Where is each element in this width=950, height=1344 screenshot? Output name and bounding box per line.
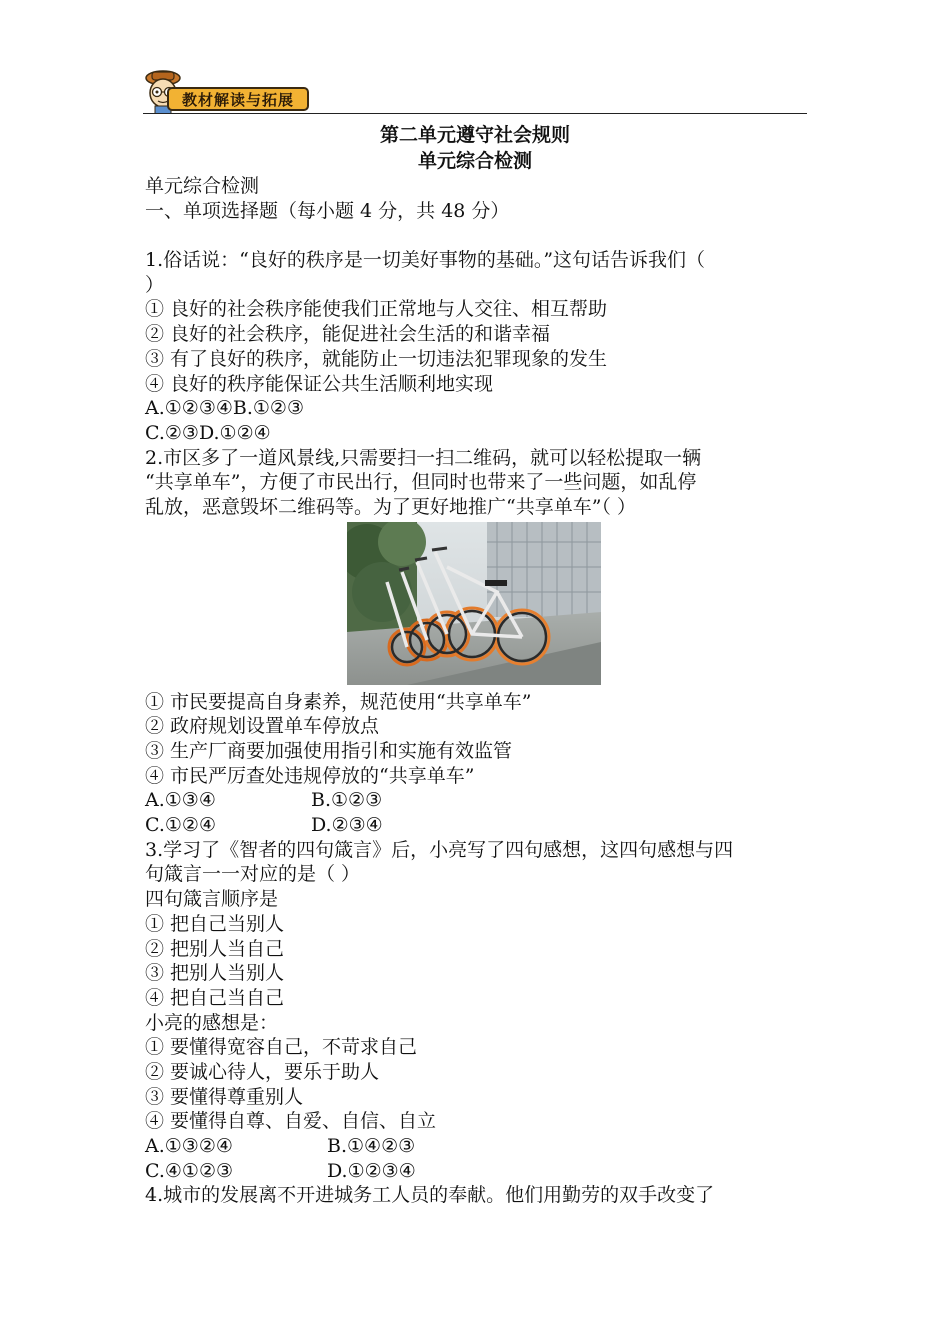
motto-item: ④ 把自己当自己 bbox=[145, 986, 285, 1009]
section-name: 单元综合检测 bbox=[145, 175, 260, 197]
page-title: 第二单元遵守社会规则 bbox=[379, 124, 570, 146]
question-stem: 句箴言一一对应的是（ ） bbox=[145, 863, 361, 886]
statement-item: ② 良好的社会秩序，能促进社会生活的和谐幸福 bbox=[145, 323, 551, 346]
answer-options bbox=[145, 1134, 809, 1159]
document-body bbox=[145, 174, 809, 1208]
question-stem: 2.市区多了一道风景线,只需要扫一扫二维码，就可以轻松提取一辆 bbox=[145, 446, 702, 469]
question-stem: 1.俗话说：“良好的秩序是一切美好事物的基础。”这句话告诉我们（ bbox=[145, 249, 706, 272]
question-stem: ） bbox=[145, 273, 165, 296]
statement-item: ④ 良好的秩序能保证公共生活顺利地实现 bbox=[145, 372, 494, 395]
option-b: B.①②③ bbox=[311, 789, 383, 812]
option-c: C.①②④ bbox=[145, 814, 216, 837]
answer-options bbox=[145, 813, 809, 838]
question-stem: 乱放，恶意毁坏二维码等。为了更好地推广“共享单车”（ ） bbox=[145, 495, 636, 518]
question-4 bbox=[145, 1183, 809, 1208]
motto-item: ③ 把别人当别人 bbox=[145, 962, 285, 985]
motto-item: ① 把自己当别人 bbox=[145, 912, 285, 935]
option-d: D.①②③④ bbox=[327, 1159, 416, 1182]
option-a: A.①③②④ bbox=[145, 1135, 233, 1157]
blank-line bbox=[145, 223, 809, 248]
page-subtitle: 单元综合检测 bbox=[417, 150, 532, 172]
header-logo bbox=[143, 68, 313, 114]
sub-heading: 四句箴言顺序是 bbox=[145, 888, 279, 911]
header-divider bbox=[143, 113, 807, 114]
question-1 bbox=[145, 248, 809, 446]
statement-item: ③ 生产厂商要加强使用指引和实施有效监管 bbox=[145, 740, 513, 762]
motto-item: ② 把别人当自己 bbox=[145, 937, 285, 960]
thought-item: ① 要懂得宽容自己，不苛求自己 bbox=[145, 1036, 418, 1059]
question-stem: “共享单车”，方便了市民出行，但同时也带来了一些问题，如乱停 bbox=[145, 471, 697, 494]
answer-options: C.②③D.①②④ bbox=[145, 421, 271, 444]
statement-item: ① 良好的社会秩序能使我们正常地与人交往、相互帮助 bbox=[145, 298, 608, 321]
option-c: C.④①②③ bbox=[145, 1159, 234, 1182]
thought-item: ③ 要懂得尊重别人 bbox=[145, 1085, 304, 1108]
option-b: B.①④②③ bbox=[327, 1135, 416, 1157]
statement-item: ① 市民要提高自身素养，规范使用“共享单车” bbox=[145, 690, 532, 713]
question-stem: 4.城市的发展离不开进城务工人员的奉献。他们用勤劳的双手改变了 bbox=[145, 1184, 715, 1207]
shared-bikes-photo bbox=[347, 522, 601, 685]
question-stem: 3.学习了《智者的四句箴言》后，小亮写了四句感想，这四句感想与四 bbox=[145, 838, 734, 861]
photo-container bbox=[145, 520, 809, 690]
answer-options: A.①②③④B.①②③ bbox=[145, 397, 304, 420]
sub-heading: 小亮的感想是： bbox=[145, 1011, 279, 1034]
statement-item: ③ 有了良好的秩序，就能防止一切违法犯罪现象的发生 bbox=[145, 347, 608, 370]
thought-item: ④ 要懂得自尊、自爱、自信、自立 bbox=[145, 1110, 437, 1133]
option-d: D.②③④ bbox=[311, 814, 383, 837]
question-3 bbox=[145, 838, 809, 1184]
answer-options bbox=[145, 1159, 809, 1184]
question-2 bbox=[145, 446, 809, 838]
logo-badge: 教材解读与拓展 bbox=[167, 87, 309, 111]
statement-item: ④ 市民严厉查处违规停放的“共享单车” bbox=[145, 764, 475, 787]
section-part-heading: 一、单项选择题（每小题 4 分，共 48 分） bbox=[145, 199, 510, 222]
answer-options bbox=[145, 788, 809, 813]
option-a: A.①③④ bbox=[145, 789, 216, 812]
statement-item: ② 政府规划设置单车停放点 bbox=[145, 715, 380, 738]
thought-item: ② 要诚心待人，要乐于助人 bbox=[145, 1060, 380, 1083]
